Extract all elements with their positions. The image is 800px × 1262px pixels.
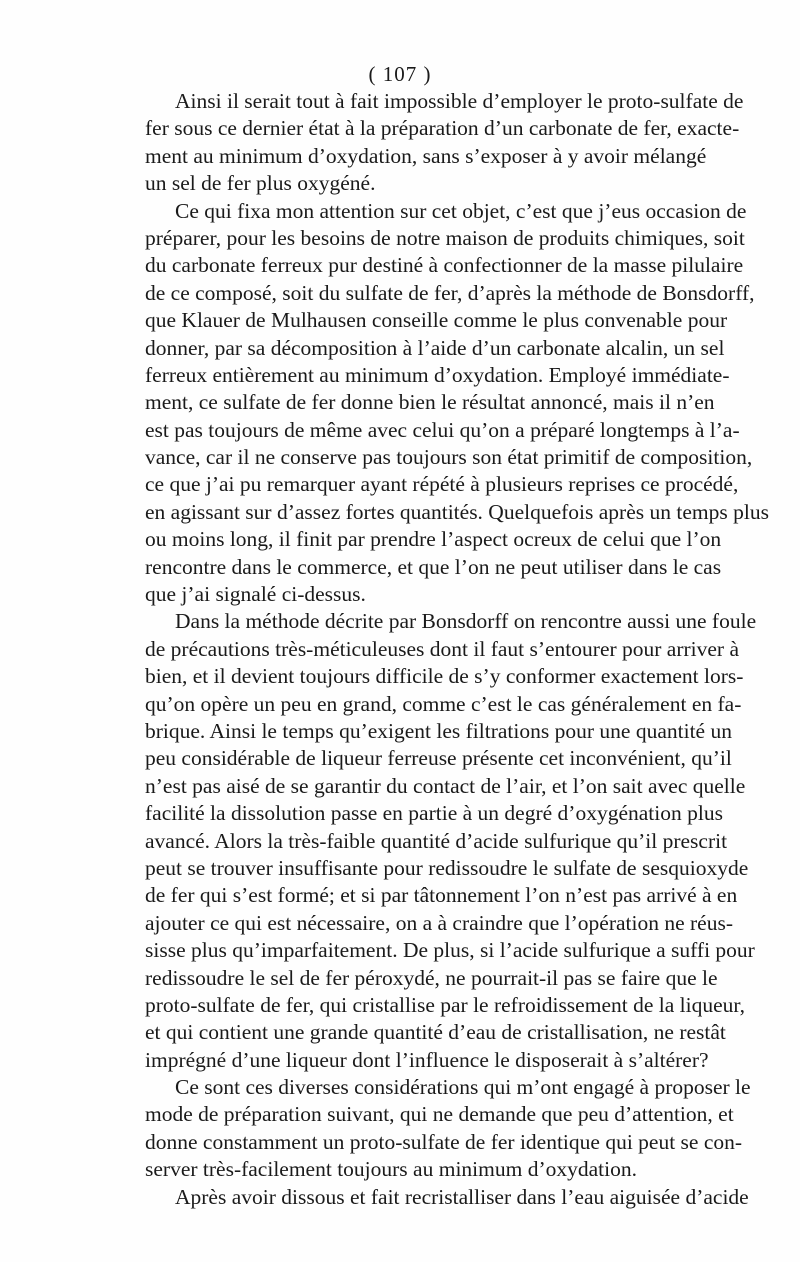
text-line: sisse plus qu’imparfaitement. De plus, si l’acide sulfurique a suffi pour — [145, 938, 755, 963]
text-line: fer sous ce dernier état à la préparation d’un carbonate de fer, exacte- — [145, 116, 740, 141]
paragraph — [116, 608, 757, 1074]
page-number: ( 107 ) — [368, 62, 432, 86]
paragraph — [116, 1184, 749, 1211]
text-line: de fer qui s’est formé; et si par tâtonnement l’on n’est pas arrivé à en — [145, 883, 738, 908]
text-line: Ainsi il serait tout à fait impossible d’employer le proto-sulfate de — [175, 89, 744, 113]
text-line: ce que j’ai pu remarquer ayant répété à plusieurs reprises ce procédé, — [145, 472, 739, 497]
text-line: facilité la dissolution passe en partie à un degré d’oxygénation plus — [145, 801, 723, 826]
text-line: Ce sont ces diverses considérations qui m’ont engagé à proposer le — [175, 1075, 751, 1100]
text-line: brique. Ainsi le temps qu’exigent les filtrations pour une quantité un — [145, 718, 732, 743]
text-line: donne constamment un proto-sulfate de fer identique qui peut se con- — [145, 1129, 743, 1154]
text-line: donner, par sa décomposition à l’aide d’un carbonate alcalin, un sel — [145, 335, 725, 360]
text-line: préparer, pour les besoins de notre maison de produits chimiques, soit — [145, 225, 745, 250]
paragraph — [116, 198, 769, 609]
text-line: de ce composé, soit du sulfate de fer, d’après la méthode de Bonsdorff, — [145, 280, 755, 305]
text-line: en agissant sur d’assez fortes quantités. Quelquefois après un temps plus — [145, 499, 769, 524]
text-line: redissoudre le sel de fer péroxydé, ne pourrait-il pas se faire que le — [145, 965, 718, 990]
text-line: proto-sulfate de fer, qui cristallise par le refroidissement de la liqueur, — [145, 992, 746, 1017]
text-line: n’est pas aisé de se garantir du contact de l’air, et l’on sait avec quelle — [145, 773, 746, 798]
text-line: du carbonate ferreux pur destiné à confectionner de la masse pilulaire — [145, 253, 744, 278]
text-line: Dans la méthode décrite par Bonsdorff on rencontre aussi une foule — [175, 609, 757, 634]
text-line: mode de préparation suivant, qui ne demande que peu d’attention, et — [145, 1102, 734, 1127]
text-line: ment, ce sulfate de fer donne bien le résultat annoncé, mais il n’en — [145, 390, 715, 415]
text-line: ajouter ce qui est nécessaire, on a à craindre que l’opération ne réus- — [145, 910, 733, 935]
text-line: que Klauer de Mulhausen conseille comme le plus convenable pour — [145, 308, 728, 333]
text-line: peut se trouver insuffisante pour redissoudre le sulfate de sesquioxyde — [145, 855, 749, 880]
text-line: est pas toujours de même avec celui qu’on a préparé longtemps à l’a- — [145, 417, 740, 442]
text-line: qu’on opère un peu en grand, comme c’est le cas généralement en fa- — [145, 691, 742, 716]
text-line: Ce qui fixa mon attention sur cet objet, c’est que j’eus occasion de — [175, 198, 747, 223]
text-line: ou moins long, il finit par prendre l’aspect ocreux de celui que l’on — [145, 527, 722, 552]
text-line: ment au minimum d’oxydation, sans s’exposer à y avoir mélangé — [145, 143, 707, 168]
text-line: bien, et il devient toujours difficile de s’y conformer exactement lors- — [145, 664, 744, 689]
text-line: vance, car il ne conserve pas toujours son état primitif de composition, — [145, 445, 753, 470]
text-line: de précautions très-méticuleuses dont il faut s’entourer pour arriver à — [145, 636, 740, 661]
text-line: imprégné d’une liqueur dont l’influence le disposerait à s’altérer? — [145, 1047, 709, 1072]
text-line: rencontre dans le commerce, et que l’on ne peut utiliser dans le cas — [145, 554, 722, 579]
text-line: et qui contient une grande quantité d’eau de cristallisation, ne restât — [145, 1020, 726, 1045]
text-line: un sel de fer plus oxygéné. — [145, 171, 376, 196]
body-text — [116, 88, 769, 1211]
text-line: peu considérable de liqueur ferreuse présente cet inconvénient, qu’il — [145, 746, 732, 771]
text-line: ferreux entièrement au minimum d’oxydation. Employé immédiate- — [145, 362, 730, 387]
paragraph — [116, 88, 744, 198]
text-line: que j’ai signalé ci-dessus. — [145, 582, 366, 607]
text-line: avancé. Alors la très-faible quantité d’acide sulfurique qu’il prescrit — [145, 828, 728, 853]
text-line: Après avoir dissous et fait recristalliser dans l’eau aiguisée d’acide — [175, 1184, 749, 1209]
paragraph — [116, 1074, 751, 1184]
text-line: server très-facilement toujours au minimum d’oxydation. — [145, 1157, 637, 1182]
